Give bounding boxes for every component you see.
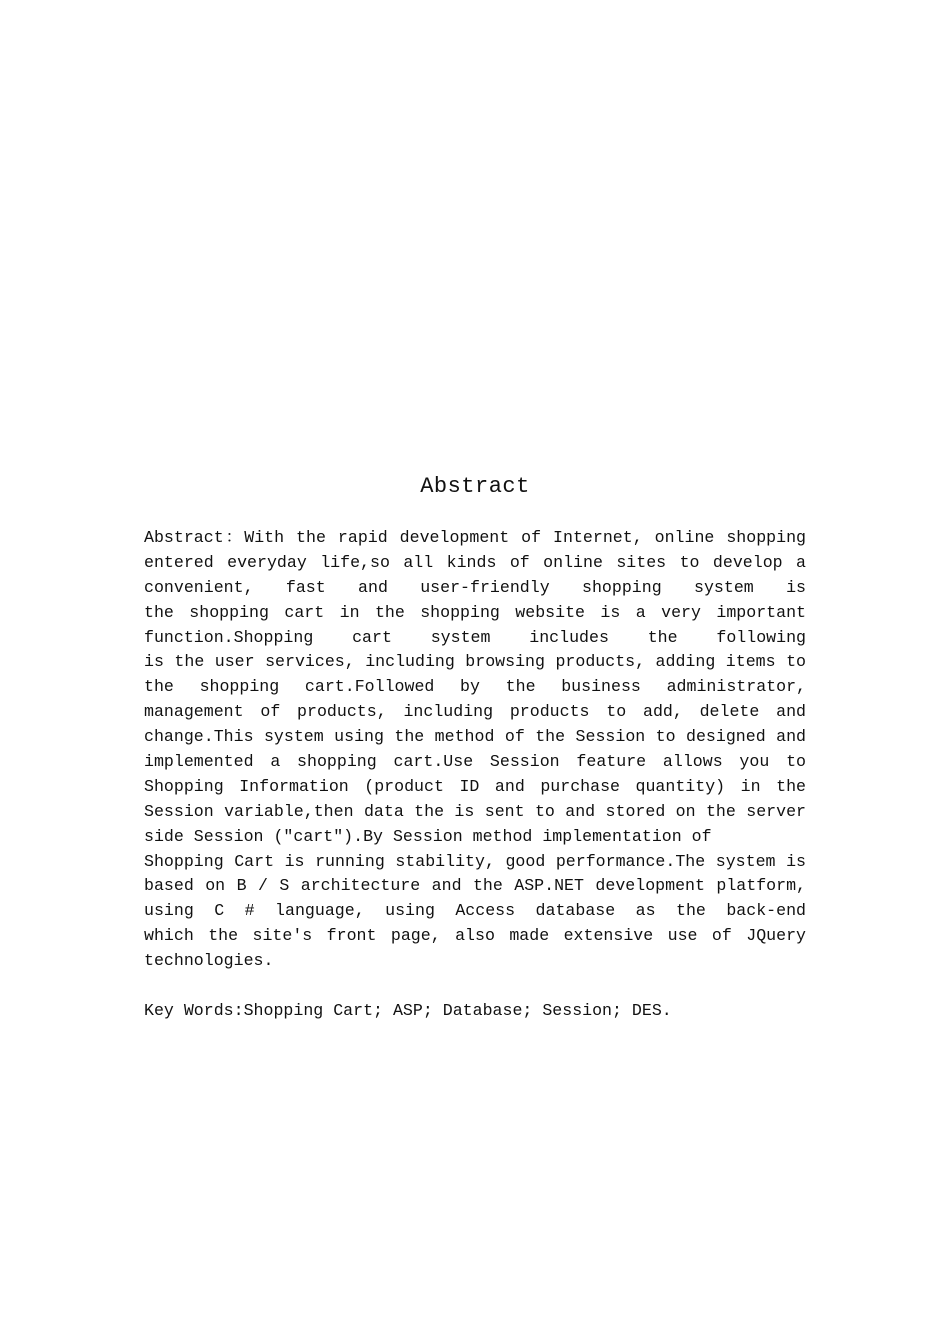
abstract-line: Session variable,then data the is sent to and stored on the server xyxy=(144,801,806,821)
abstract-line: Shopping Cart is running stability, good performance.The system is xyxy=(144,851,806,871)
abstract-line: convenient, fast and user-friendly shopping system is xyxy=(144,577,806,597)
abstract-line: is the user services, including browsing products, adding items to xyxy=(144,652,806,672)
abstract-line: Shopping Information (product ID and purchase quantity) in the xyxy=(144,776,806,796)
abstract-line: change.This system using the method of the Session to designed and xyxy=(144,727,806,747)
abstract-body xyxy=(144,526,806,974)
abstract-line: entered everyday life,so all kinds of online sites to develop a xyxy=(144,552,806,572)
abstract-line: side Session ("cart").By Session method implementation of xyxy=(144,826,712,846)
abstract-title: Abstract xyxy=(420,474,530,499)
abstract-line: function.Shopping cart system includes the following xyxy=(144,627,806,647)
abstract-line: using C # language, using Access database as the back-end xyxy=(144,901,806,921)
abstract-line: which the site's front page, also made extensive use of JQuery xyxy=(144,926,806,946)
abstract-line: implemented a shopping cart.Use Session feature allows you to xyxy=(144,752,806,772)
keywords-line: Key Words:Shopping Cart; ASP; Database; Session; DES. xyxy=(144,1001,672,1020)
abstract-line: management of products, including products to add, delete and xyxy=(144,702,806,722)
abstract-line: Abstract：With the rapid development of Internet, online shopping xyxy=(144,528,806,547)
abstract-line: technologies. xyxy=(144,951,274,971)
abstract-line: the shopping cart.Followed by the business administrator, xyxy=(144,677,806,697)
abstract-line: based on B / S architecture and the ASP.NET development platform, xyxy=(144,876,806,896)
abstract-line: the shopping cart in the shopping website is a very important xyxy=(144,602,806,622)
